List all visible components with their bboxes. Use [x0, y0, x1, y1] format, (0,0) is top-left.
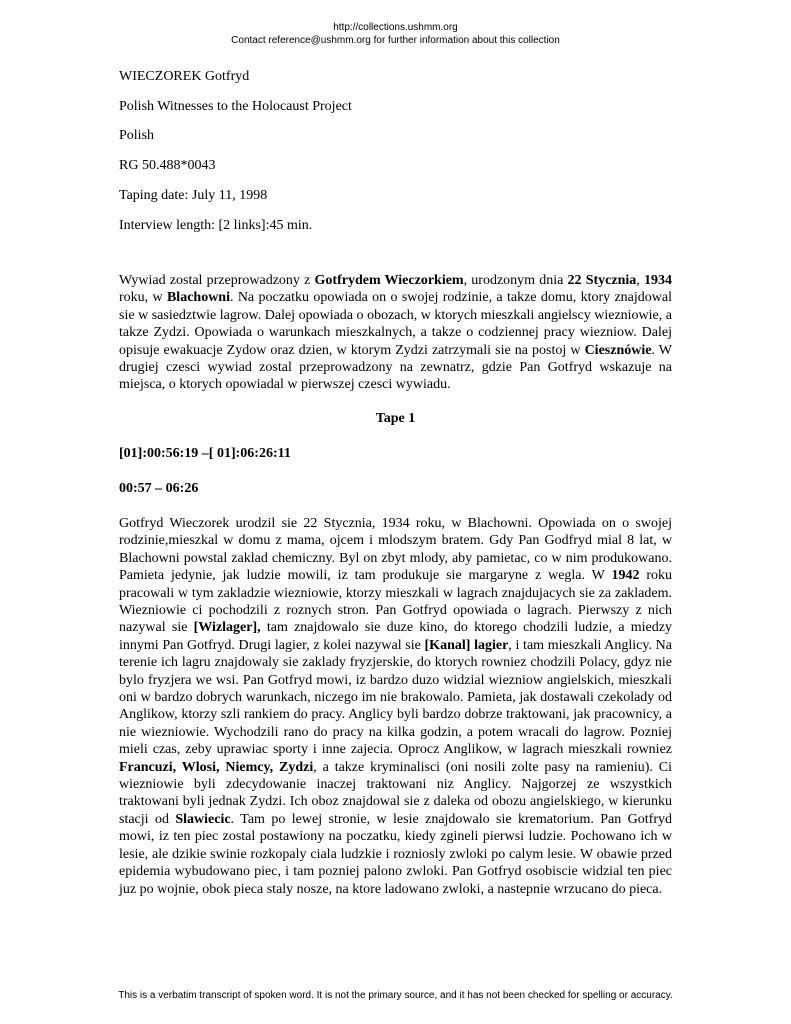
summary-text: . W drugiej czesci wywiad zostal przeprowadzony na zewnatrz, gdzie Pan Gotfryd wskazuje na miejsca, o ktorych opowiadal w pierwszej czesci wywiadu. — [119, 342, 672, 393]
summary-bold-date: 22 Stycznia — [567, 272, 637, 288]
transcript-bold-year: 1942 — [611, 568, 640, 584]
summary-bold-place: Blachowni — [166, 290, 230, 306]
transcript-bold-nationalities: Francuzi, Wlosi, Niemcy, Zydzi — [119, 759, 314, 775]
tape-heading: Tape 1 — [375, 410, 416, 426]
tape-time-range: [01]:00:56:19 –[ 01]:06:26:11 — [119, 446, 291, 462]
interview-language: Polish — [119, 128, 155, 144]
record-group: RG 50.488*0043 — [119, 158, 216, 174]
summary-bold-place: Ciesznówie — [584, 342, 652, 358]
transcript-page — [119, 68, 672, 898]
transcript-text: . Tam po lewej stronie, w lesie znajdowalo sie krematorium. Pan Gotfryd mowi, iz ten piec zostal postawiony na poczatku, kiedy zgineli pierwsi ludzie. Pochowano ich w lesie, ale dzikie swinie rozkopaly ciala ludzkie i rozniosly zwloki po calym lesie. W obawie przed epidemia wybudowano piec, i tam pozniej palono zwloki. Pan Gotfryd osobiscie widzial ten piec juz po wojnie, obok pieca staly nosze, na ktore ladowano zwloki, a nastepnie wrzucano do pieca. — [119, 811, 672, 897]
transcript-text: roku pracowali w tym zakladzie wiezniowie, ktorzy mieszkali w lagrach znajdujacych sie za zakladem. Wiezniowie ci pochodzili z roznych stron. Pan Gotfryd opowiada o lagrach. Pierwszy z nich nazywal sie — [119, 568, 672, 636]
collection-url: http://collections.ushmm.org — [333, 22, 458, 33]
transcript-bold-place: Slawiecic — [175, 811, 231, 827]
interview-length: Interview length: [2 links]:45 min. — [119, 217, 313, 233]
taping-date: Taping date: July 11, 1998 — [119, 187, 268, 203]
contact-line: Contact reference@ushmm.org for further information about this collection — [231, 34, 560, 46]
summary-text: roku, w — [119, 290, 167, 306]
transcript-bold-camp: [Kanal] lagier — [424, 637, 509, 653]
collection-header — [0, 22, 791, 47]
transcript-text: tam znajdowalo sie duze kino, do ktorego chodzili ludzie, a miedzy innymi Pan Gotfryd. Drugi lagier, z kolei nazywal sie — [119, 620, 672, 653]
transcript-text: , a takze kryminalisci (oni nosili zolte pasy na ramieniu). Ci wiezniowie byli zdecydowanie inaczej traktowani niz Anglicy. Najgorzej ze wszystkich traktowani byli jednak Zydzi. Ich oboz znajdowal sie z daleka od obozu angielskiego, w kierunku stacji od — [119, 759, 672, 827]
transcript-paragraph — [119, 515, 672, 898]
summary-text: , — [636, 272, 644, 288]
summary-paragraph — [119, 272, 672, 394]
transcript-bold-camp: [Wizlager], — [193, 620, 261, 636]
project-name: Polish Witnesses to the Holocaust Project — [119, 98, 352, 114]
transcript-text: , i tam mieszkali Anglicy. Na terenie ich lagru znajdowaly sie zaklady fryzjerskie, do ktorych rowniez chodzili Polacy, gdyz nie bylo fryzjera we wsi. Pan Gotfryd mowi, iz bardzo duzo widzial wiezniow angielskich, mieszkali oni w bardzo dobrych warunkach, niczego im nie brakowalo. Pamieta, jak dostawali czekolady od Anglikow, ktorzy szli rankiem do pracy. Anglicy byli bardzo dobrze traktowani, jak pracownicy, a nie wiezniowie. Wychodzili rano do pracy na kilka godzin, a potem wracali do lagrow. Pozniej mieli czas, zeby uprawiac sporty i inne zajecia. Oprocz Anglikow, w lagrach mieszkali rowniez — [119, 637, 672, 758]
summary-text: Wywiad zostal przeprowadzony z — [119, 272, 315, 288]
summary-bold-name: Gotfrydem Wieczorkiem — [314, 272, 464, 288]
interviewee-name: WIECZOREK Gotfryd — [119, 69, 250, 84]
summary-bold-year: 1934 — [644, 272, 672, 288]
transcript-text: Gotfryd Wieczorek urodzil sie 22 Stycznia, 1934 roku, w Blachowni. Opowiada on o swojej rodzinie,mieszkal w domu z mama, ojcem i mlodszym bratem. Gdy Pan Godfryd mial 8 lat, w Blachowni powstal zaklad chemiczny. Byl on zbyt mlody, aby pamietac, co w nim produkowano. Pamieta jedynie, jak ludzie mowili, iz tam produkuje sie margaryne z wegla. W — [119, 515, 672, 584]
segment-timestamp: 00:57 – 06:26 — [119, 480, 199, 496]
summary-text: , urodzonym dnia — [463, 272, 568, 288]
summary-text: . Na poczatku opowiada on o swojej rodzinie, a takze domu, ktory znajdowal sie w sasiedztwie lagrow. Dalej opowiada o obozach, w ktorych mieszkali angielscy wiezniowie, a takze Zydzi. Opowiada o warunkach mieszkalnych, a takze o codziennej pracy wiezniow. Dalej opisuje ewakuacje Zydow oraz dzien, w ktorym Zydzi zatrzymali sie na postoj w — [119, 290, 673, 358]
disclaimer-footer: This is a verbatim transcript of spoken word. It is not the primary source, and it has not been checked for spelling or accuracy. — [118, 990, 673, 1001]
interview-metadata — [119, 68, 672, 234]
